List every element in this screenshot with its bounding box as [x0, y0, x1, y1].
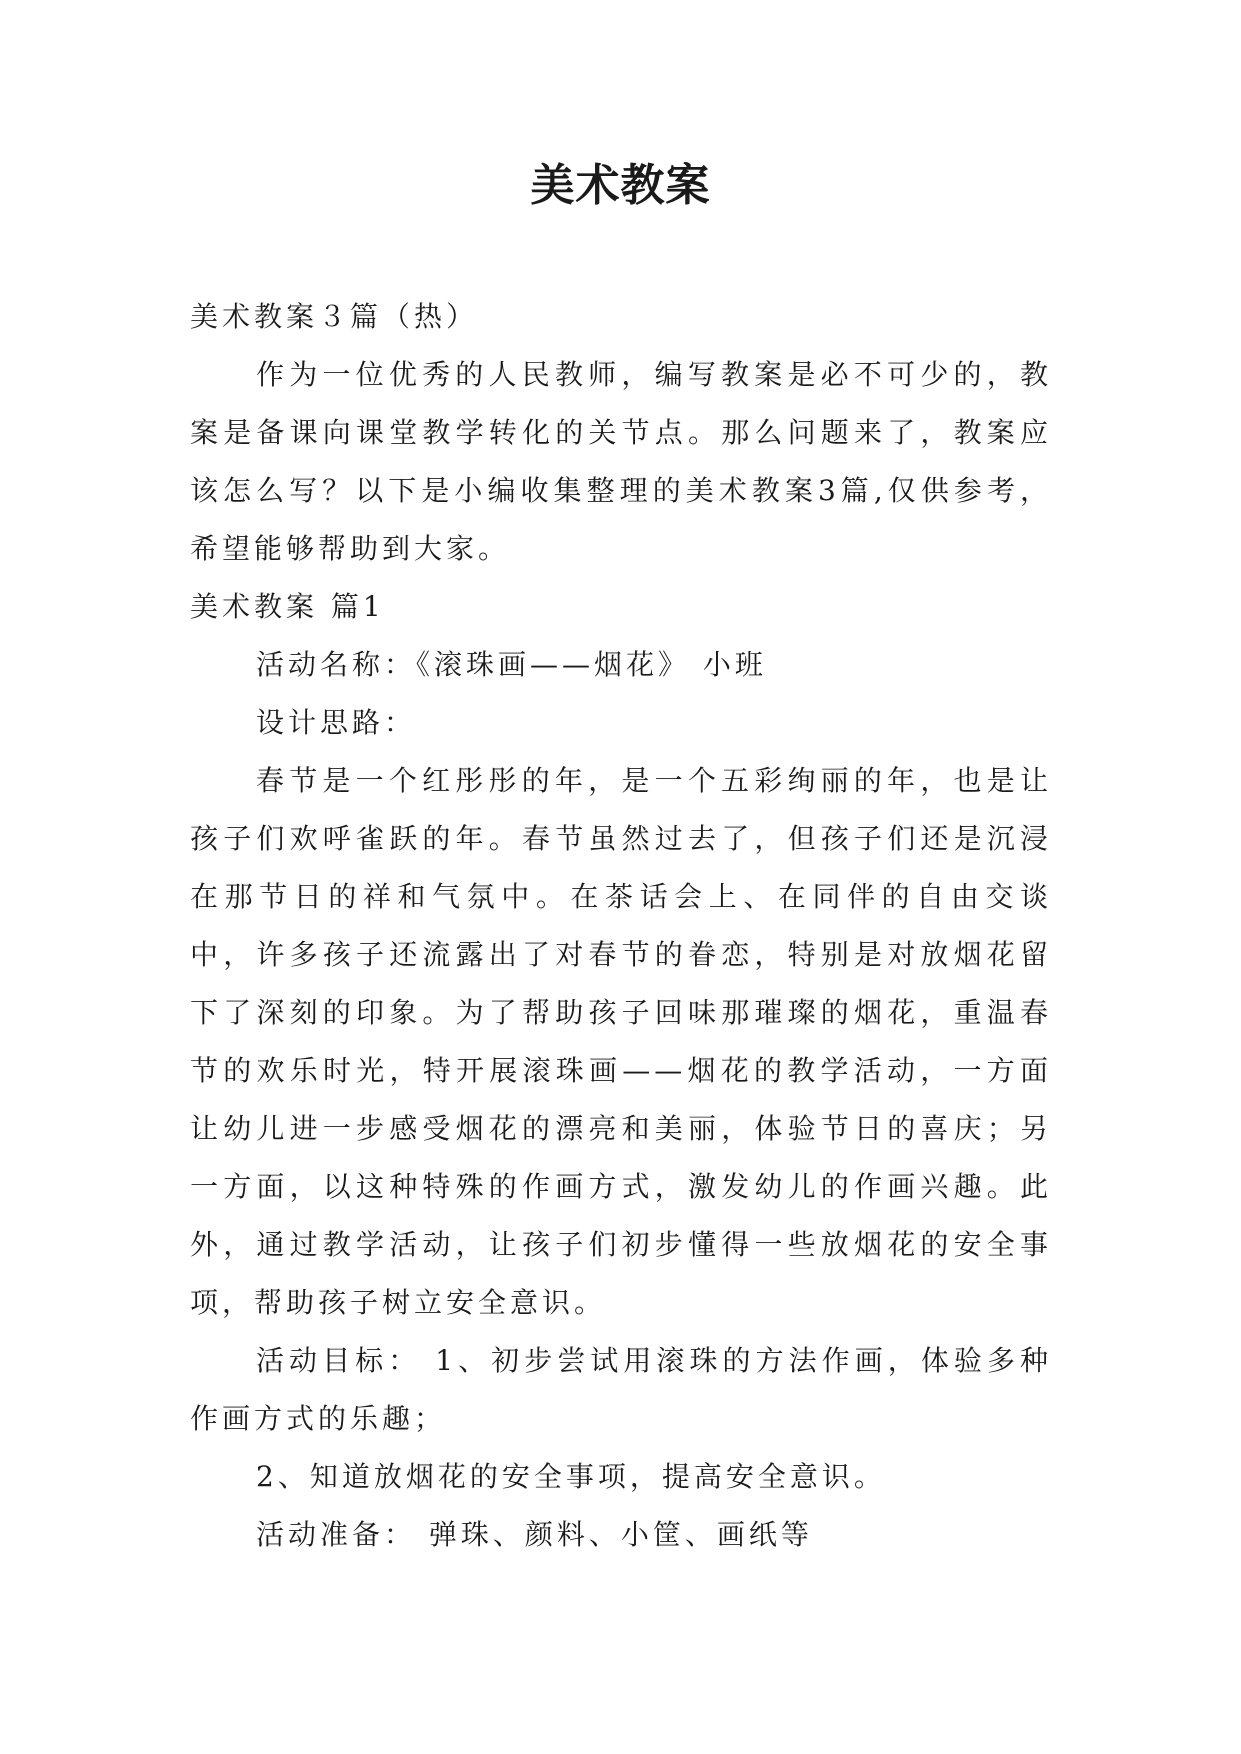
- activity-goal-1: 活动目标： 1、初步尝试用滚珠的方法作画，体验多种作画方式的乐趣；: [190, 1344, 1052, 1435]
- intro-paragraph: 作为一位优秀的人民教师，编写教案是必不可少的，教案是备课向课堂教学转化的关节点。那么问题来了，教案应该怎么写？以下是小编收集整理的美术教案3篇,仅供参考，希望能够帮助到大家。: [190, 358, 1052, 565]
- design-idea-paragraph: 春节是一个红彤彤的年，是一个五彩绚丽的年，也是让孩子们欢呼雀跃的年。春节虽然过去了，但孩子们还是沉浸在那节日的祥和气氛中。在茶话会上、在同伴的自由交谈中，许多孩子还流露出了对春节的眷恋，特别是对放烟花留下了深刻的印象。为了帮助孩子回味那璀璨的烟花，重温春节的欢乐时光，特开展滚珠画——烟花的教学活动，一方面让幼儿进一步感受烟花的漂亮和美丽，体验节日的喜庆；另一方面，以这种特殊的作画方式，激发幼儿的作画兴趣。此外，通过教学活动，让孩子们初步懂得一些放烟花的安全事项，帮助孩子树立安全意识。: [190, 764, 1052, 1319]
- subtitle-line: 美术教案３篇（热）: [190, 300, 479, 333]
- activity-preparation: 活动准备： 弹珠、颜料、小筐、画纸等: [256, 1518, 813, 1551]
- document-body: [190, 288, 1052, 1564]
- activity-name: 活动名称：《滚珠画——烟花》 小班: [256, 648, 767, 681]
- section-heading: 美术教案 篇1: [190, 590, 385, 623]
- document-title: 美术教案: [530, 160, 711, 211]
- activity-goal-2: 2、知道放烟花的安全事项，提高安全意识。: [256, 1460, 886, 1493]
- design-idea-label: 设计思路：: [256, 706, 417, 739]
